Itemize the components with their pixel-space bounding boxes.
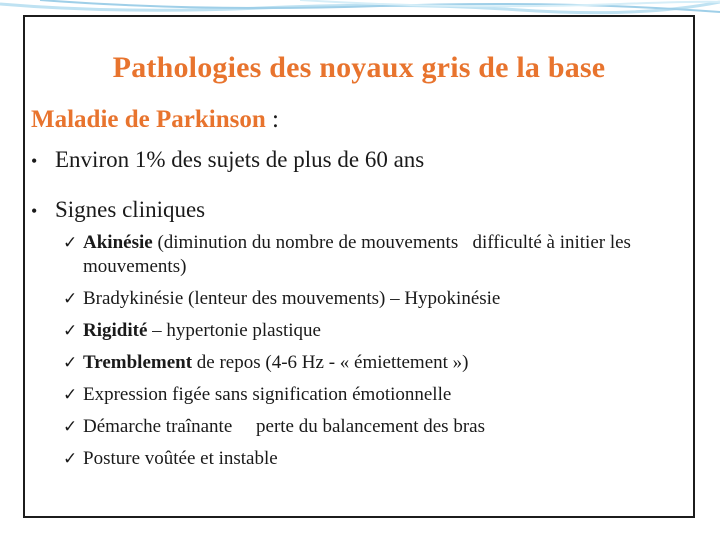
slide-title: Pathologies des noyaux gris de la base [112,51,606,84]
list-item [63,447,689,471]
list-item-text: Démarche traînante perte du balancement des bras [83,416,485,437]
list-item-keyword: Rigidité [83,320,148,341]
section-heading [31,106,279,134]
section-heading-text: Maladie de Parkinson [31,106,266,133]
list-item [63,415,689,439]
list-item [63,319,689,343]
list-item [63,383,689,407]
list-item-text: (diminution du nombre de mouvements difficulté à initier les mouvements) [83,232,631,277]
list-item-keyword: Tremblement [83,352,193,373]
checkmark-icon: ✓ [63,321,78,340]
bullet-dot-icon: • [31,201,38,221]
list-item-text: de repos (4-6 Hz - « émiettement ») [192,352,469,373]
list-item-text: Posture voûtée et instable [83,448,278,469]
bullet-dot-icon: • [31,151,38,171]
checkmark-icon: ✓ [63,385,78,404]
list-item [63,351,689,375]
bullet-item [31,147,424,173]
checkmark-icon: ✓ [63,289,78,308]
slide-frame [23,15,695,518]
bullet-text: Environ 1% des sujets de plus de 60 ans [55,147,425,172]
list-item [63,287,689,311]
list-item [63,231,689,279]
checkmark-icon: ✓ [63,449,78,468]
section-heading-colon: : [265,106,279,133]
list-item-keyword: Akinésie [83,232,153,253]
list-item-text: Expression figée sans signification émotionnelle [83,384,452,405]
clinical-signs-list [63,231,689,471]
list-item-text: Bradykinésie (lenteur des mouvements) – Hypokinésie [83,288,501,309]
list-item-text: – hypertonie plastique [147,320,321,341]
checkmark-icon: ✓ [63,353,78,372]
bullet-text: Signes cliniques [55,197,206,222]
bullet-item [31,197,205,223]
checkmark-icon: ✓ [63,233,78,252]
checkmark-icon: ✓ [63,417,78,436]
